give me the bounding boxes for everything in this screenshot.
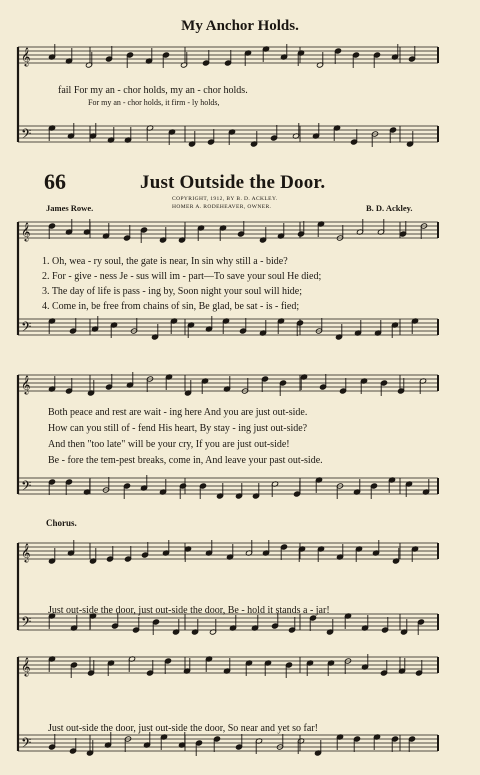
staff: [18, 123, 438, 147]
staff: [18, 475, 438, 499]
staff: [18, 372, 438, 396]
previous-hymn-lyric-1: fail For my an - chor holds, my an - chor holds.: [58, 85, 248, 96]
svg-text:𝄢: 𝄢: [21, 478, 32, 497]
previous-hymn-title: My Anchor Holds.: [181, 18, 299, 34]
chorus-line-1: Just out-side the door, just out-side the door, Be - hold it stands a - jar!: [48, 605, 330, 616]
svg-text:𝄢: 𝄢: [21, 614, 32, 633]
composer-credit: B. D. Ackley.: [366, 203, 413, 213]
verse-1-line-2: Both peace and rest are wait - ing here And you are just out-side.: [48, 407, 308, 418]
verse-2-line-2: How can you still of - fend His heart, By stay - ing just out-side?: [48, 423, 308, 434]
svg-text:𝄢: 𝄢: [21, 126, 32, 145]
svg-text:𝄞: 𝄞: [21, 47, 31, 66]
staff: [18, 540, 438, 564]
copyright-line-2: HOMER A. RODEHEAVER, OWNER.: [172, 204, 272, 210]
copyright-line-1: COPYRIGHT, 1912, BY B. D. ACKLEY.: [172, 196, 278, 202]
svg-text:𝄞: 𝄞: [21, 657, 31, 676]
staff: [18, 44, 438, 68]
chorus-line-2: Just out-side the door, just out-side the door, So near and yet so far!: [48, 723, 318, 734]
hymn-title: Just Outside the Door.: [140, 172, 326, 193]
svg-text:𝄢: 𝄢: [21, 319, 32, 338]
svg-text:𝄞: 𝄞: [21, 375, 31, 394]
verse-4-line-2: Be - fore the tem-pest breaks, come in, And leave your past out-side.: [48, 455, 323, 466]
svg-text:𝄞: 𝄞: [21, 222, 31, 241]
lyricist-credit: James Rowe.: [46, 203, 94, 213]
staff: [18, 316, 438, 340]
staff: [18, 219, 438, 243]
verse-3-line-1: 3. The day of life is pass - ing by, Soon night your soul will hide;: [42, 286, 302, 297]
verse-2-line-1: 2. For - give - ness Je - sus will im - part—To save your soul He died;: [42, 271, 322, 282]
hymn-number: 66: [44, 169, 66, 194]
chorus-label: Chorus.: [46, 518, 77, 528]
previous-hymn-lyric-2: For my an - chor holds, it firm - ly holds,: [88, 98, 220, 107]
verse-3-line-2: And then "too late" will be your cry, If you are just out-side!: [48, 439, 290, 450]
staff: [18, 613, 438, 635]
verse-4-line-1: 4. Come in, be free from chains of sin, Be glad, be sat - is - fied;: [42, 301, 300, 312]
svg-text:𝄢: 𝄢: [21, 735, 32, 754]
svg-text:𝄞: 𝄞: [21, 543, 31, 562]
staff: [18, 732, 438, 756]
staff: [18, 654, 438, 678]
verse-1-line-1: 1. Oh, wea - ry soul, the gate is near, In sin why still a - bide?: [42, 256, 288, 267]
